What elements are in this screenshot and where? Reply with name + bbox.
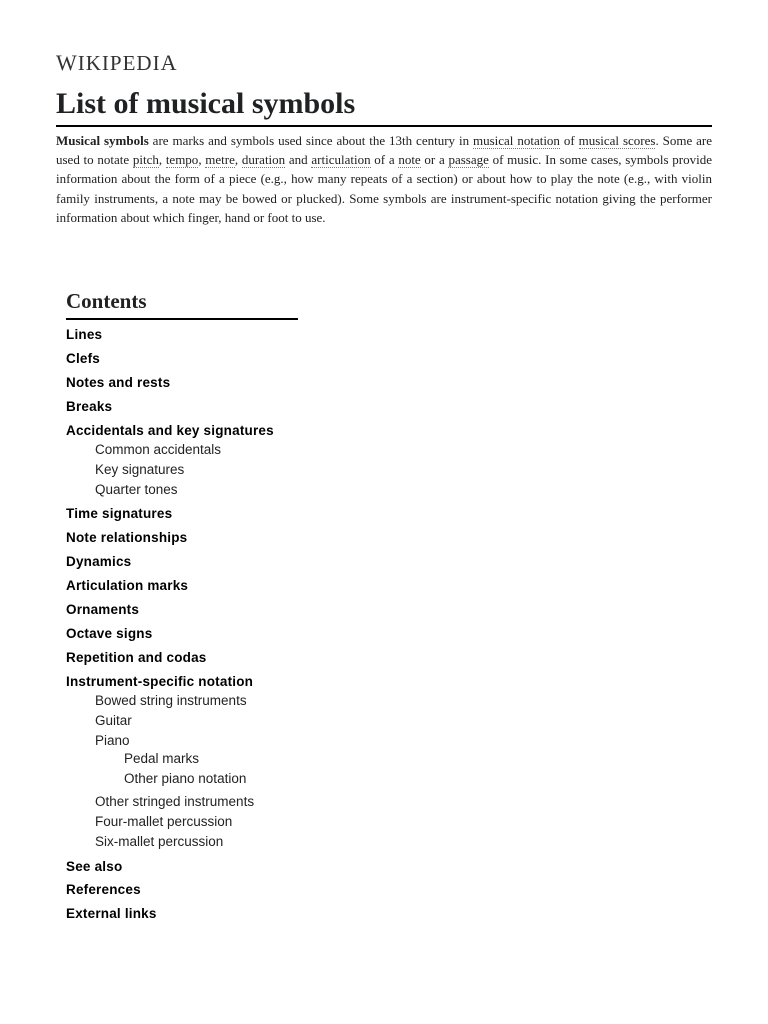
toc-item bbox=[66, 529, 298, 547]
toc-subsublist bbox=[95, 749, 298, 789]
toc-link-repetition-and-codas[interactable]: Repetition and codas bbox=[66, 649, 207, 665]
intro-text: . Some are used to notate bbox=[56, 133, 712, 168]
link-pitch[interactable]: pitch bbox=[132, 152, 159, 168]
toc-item bbox=[66, 881, 298, 899]
toc-link-octave-signs[interactable]: Octave signs bbox=[66, 625, 153, 641]
link-articulation[interactable]: articulation bbox=[311, 152, 371, 168]
toc-link-clefs[interactable]: Clefs bbox=[66, 350, 101, 366]
toc-subitem bbox=[95, 731, 298, 789]
link-passage[interactable]: passage bbox=[448, 152, 489, 168]
link-note[interactable]: note bbox=[398, 152, 421, 168]
toc-link-articulation-marks[interactable]: Articulation marks bbox=[66, 578, 189, 594]
toc-subitem bbox=[95, 812, 298, 832]
toc-link-six-mallet-percussion[interactable]: Six-mallet percussion bbox=[95, 833, 224, 849]
intro-text: , bbox=[234, 152, 242, 168]
toc-subitem bbox=[95, 792, 298, 812]
toc-item bbox=[66, 601, 298, 619]
toc-item bbox=[66, 858, 298, 876]
table-of-contents bbox=[66, 288, 298, 923]
intro-text: or a bbox=[420, 152, 449, 168]
intro-text: , bbox=[158, 152, 166, 168]
toc-link-ornaments[interactable]: Ornaments bbox=[66, 602, 140, 618]
toc-link-instrument-specific-notation[interactable]: Instrument-specific notation bbox=[66, 673, 254, 689]
toc-item bbox=[66, 374, 298, 392]
link-musical-notation[interactable]: musical notation bbox=[472, 133, 560, 148]
intro-bold-term: Musical symbols bbox=[56, 133, 149, 148]
intro-text: of music. In some cases, symbols provide information about the form of a piece (e.g., how many repeats of a section) or about how to play the note (e.g., with violin family instruments, a note may be bowed or plucked). Some symbols are instrument-specific notation giving the performer information about which finger, hand or foot to use. bbox=[56, 152, 712, 225]
link-musical-scores[interactable]: musical scores bbox=[578, 133, 656, 148]
toc-link-common-accidentals[interactable]: Common accidentals bbox=[95, 441, 222, 457]
toc-item bbox=[66, 649, 298, 667]
wikipedia-logo[interactable] bbox=[56, 50, 177, 76]
toc-link-see-also[interactable]: See also bbox=[66, 858, 123, 874]
toc-sublist bbox=[66, 691, 298, 852]
toc-link-references[interactable]: References bbox=[66, 882, 141, 898]
toc-link-key-signatures[interactable]: Key signatures bbox=[95, 461, 185, 477]
toc-subitem bbox=[95, 480, 298, 500]
toc-link-other-piano-notation[interactable]: Other piano notation bbox=[124, 770, 247, 786]
logo-first-letter: W bbox=[56, 50, 78, 75]
toc-link-time-signatures[interactable]: Time signatures bbox=[66, 506, 173, 522]
intro-text: of a bbox=[370, 152, 399, 168]
toc-link-other-stringed-instruments[interactable]: Other stringed instruments bbox=[95, 793, 255, 809]
intro-text: and bbox=[285, 152, 312, 168]
toc-item bbox=[66, 398, 298, 416]
toc-item bbox=[66, 625, 298, 643]
page-title: List of musical symbols bbox=[56, 86, 712, 127]
link-tempo[interactable]: tempo bbox=[165, 152, 199, 168]
toc-link-dynamics[interactable]: Dynamics bbox=[66, 554, 132, 570]
toc-subitem bbox=[95, 711, 298, 731]
logo-last-letter: A bbox=[160, 50, 178, 75]
toc-link-accidentals[interactable]: Accidentals and key signatures bbox=[66, 422, 274, 438]
toc-item bbox=[66, 422, 298, 500]
toc-link-bowed-string-instruments[interactable]: Bowed string instruments bbox=[95, 692, 247, 708]
intro-text: are marks and symbols used since about the 13th century in bbox=[148, 133, 473, 148]
toc-subsubitem bbox=[124, 749, 298, 769]
toc-subitem bbox=[95, 832, 298, 852]
toc-item bbox=[66, 505, 298, 523]
toc-link-breaks[interactable]: Breaks bbox=[66, 398, 113, 414]
toc-link-piano[interactable]: Piano bbox=[95, 732, 130, 748]
toc-subitem bbox=[95, 440, 298, 460]
toc-link-guitar[interactable]: Guitar bbox=[95, 712, 132, 728]
toc-item bbox=[66, 553, 298, 571]
toc-link-lines[interactable]: Lines bbox=[66, 327, 103, 342]
toc-link-note-relationships[interactable]: Note relationships bbox=[66, 530, 188, 546]
toc-subitem bbox=[95, 691, 298, 711]
intro-paragraph bbox=[56, 131, 712, 227]
toc-subsubitem bbox=[124, 769, 298, 789]
toc-link-pedal-marks[interactable]: Pedal marks bbox=[124, 750, 200, 766]
toc-title: Contents bbox=[66, 288, 298, 320]
toc-link-four-mallet-percussion[interactable]: Four-mallet percussion bbox=[95, 813, 233, 829]
toc-link-notes-and-rests[interactable]: Notes and rests bbox=[66, 374, 171, 390]
link-duration[interactable]: duration bbox=[241, 152, 286, 168]
logo-middle-letters: IKIPEDI bbox=[77, 51, 161, 75]
intro-text: , bbox=[198, 152, 206, 168]
toc-item bbox=[66, 577, 298, 595]
toc-item bbox=[66, 350, 298, 368]
toc-item bbox=[66, 326, 298, 344]
toc-list bbox=[66, 326, 298, 923]
toc-subitem bbox=[95, 460, 298, 480]
toc-link-quarter-tones[interactable]: Quarter tones bbox=[95, 481, 178, 497]
link-metre[interactable]: metre bbox=[205, 152, 235, 168]
intro-text: of bbox=[559, 133, 579, 148]
toc-link-external-links[interactable]: External links bbox=[66, 906, 157, 922]
toc-sublist bbox=[66, 440, 298, 500]
toc-item bbox=[66, 905, 298, 923]
toc-item bbox=[66, 673, 298, 852]
